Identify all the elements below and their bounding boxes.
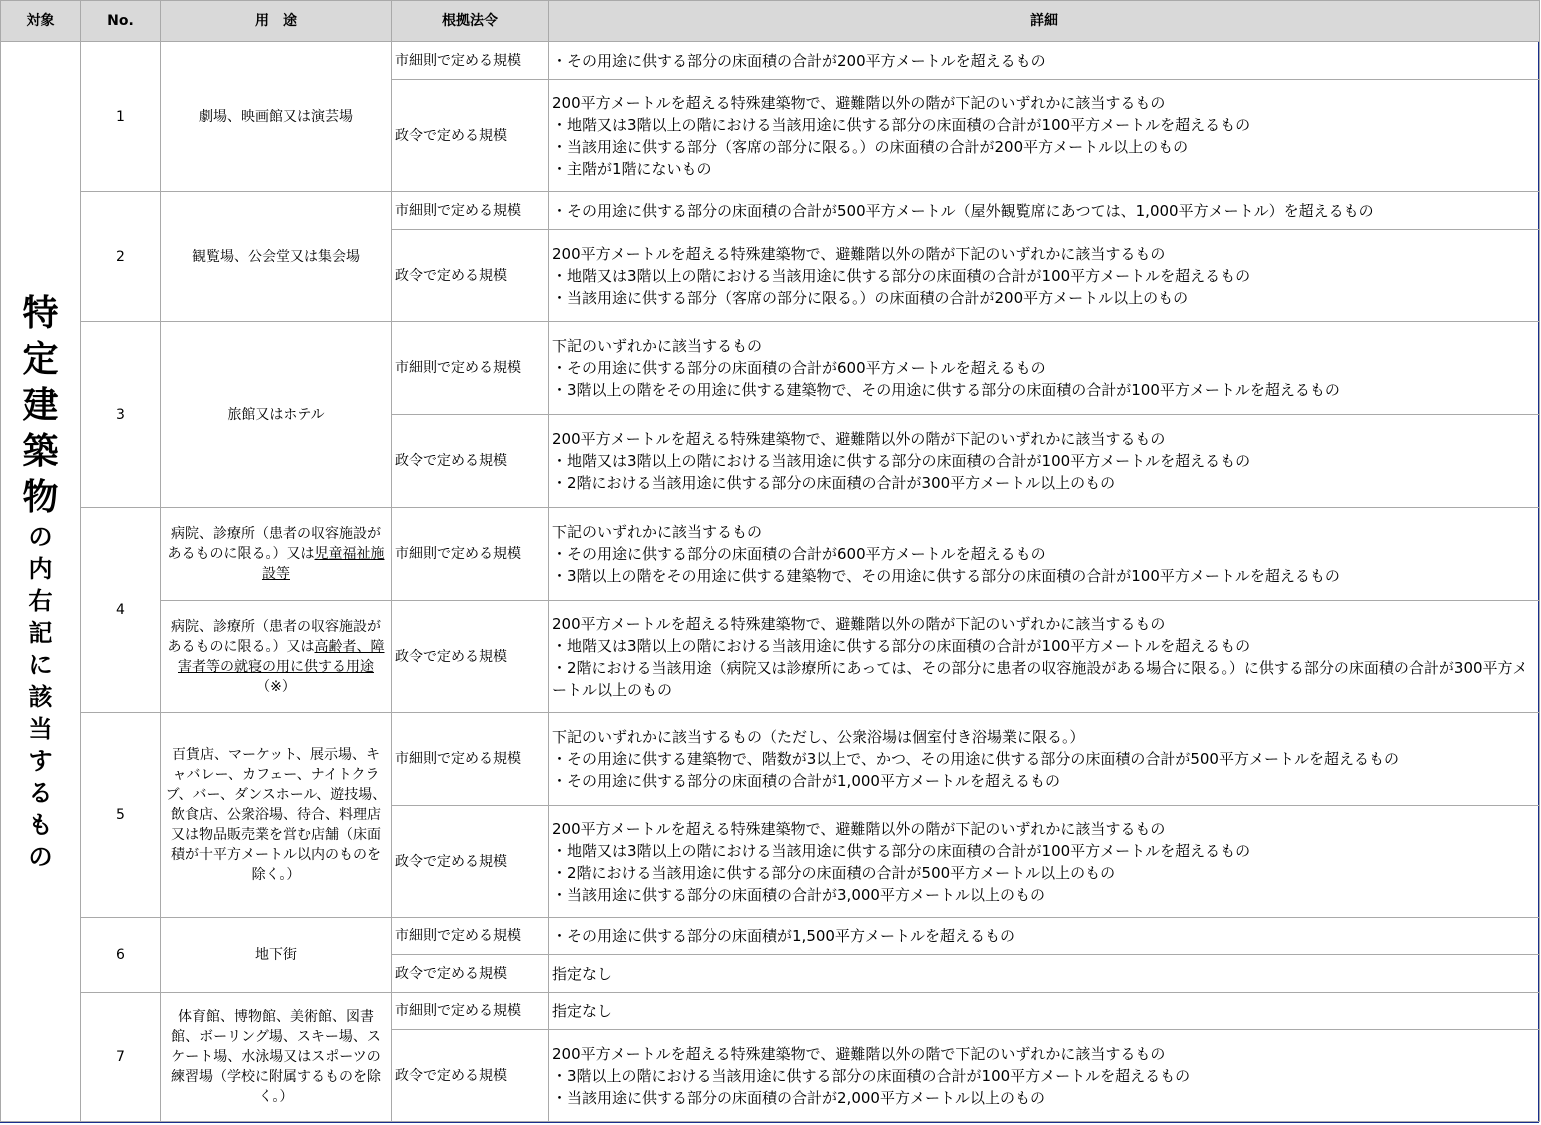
basis-city: 市細則で定める規模 [392,192,549,230]
target-label-sub [1,521,80,873]
target-char: 右 [28,586,53,615]
target-char: 内 [28,554,53,583]
detail-cell [549,415,1540,508]
target-char: る [28,778,53,807]
detail-line: ・主階が1階にないもの [552,159,712,178]
detail-line: 下記のいずれかに該当するもの [552,523,763,541]
use-cell: 百貨店、マーケット、展示場、キャバレー、カフェー、ナイトクラブ、バー、ダンスホール、遊技場、飲食店、公衆浴場、待合、料理店又は物品販売業を営む店舗（床面積が十平方メートル以内のものを除く。） [161,713,392,918]
detail-line: ・当該用途に供する部分（客席の部分に限る。）の床面積の合計が200平方メートル以上のもの [552,137,1189,156]
detail-line: 下記のいずれかに該当するもの [552,337,763,355]
detail-cell [549,230,1540,322]
target-char: に [28,650,53,679]
detail-line: ・その用途に供する部分の床面積の合計が500平方メートル（屋外観覧席にあつては、1,000平方メートル）を超えるもの [552,201,1374,220]
detail-line: ・地階又は3階以上の階における当該用途に供する部分の床面積の合計が100平方メートルを超えるもの [552,266,1251,285]
target-char: 物 [22,476,59,518]
detail-line: ・地階又は3階以上の階における当該用途に供する部分の床面積の合計が100平方メートルを超えるもの [552,452,1251,470]
basis-gov: 政令で定める規模 [392,230,549,322]
table-row [1,42,1540,80]
table-row [1,601,1540,713]
target-char: も [28,810,53,839]
header-basis: 根拠法令 [392,1,549,42]
basis-gov: 政令で定める規模 [392,1030,549,1122]
detail-line: 指定なし [552,964,613,983]
detail-line: ・当該用途に供する部分（客席の部分に限る。）の床面積の合計が200平方メートル以上のもの [552,288,1189,307]
detail-line: ・2階における当該用途に供する部分の床面積の合計が500平方メートル以上のもの [552,863,1116,882]
detail-line: ・地階又は3階以上の階における当該用途に供する部分の床面積の合計が100平方メートルを超えるもの [552,636,1251,655]
basis-city: 市細則で定める規模 [392,918,549,955]
target-char: の [28,522,53,551]
header-target: 対象 [1,1,81,42]
basis-city: 市細則で定める規模 [392,993,549,1030]
detail-line: 200平方メートルを超える特殊建築物で、避難階以外の階が下記のいずれかに該当するもの [552,244,1166,263]
row-number: 3 [81,322,161,508]
detail-line: ・地階又は3階以上の階における当該用途に供する部分の床面積の合計が100平方メートルを超えるもの [552,115,1251,134]
detail-cell [549,713,1540,806]
use-cell [161,601,392,713]
detail-line: 200平方メートルを超える特殊建築物で、避難階以外の階が下記のいずれかに該当するもの [552,819,1166,838]
detail-cell [549,993,1540,1030]
use-cell [161,508,392,601]
use-cell: 旅館又はホテル [161,322,392,508]
basis-city: 市細則で定める規模 [392,508,549,601]
target-char: 定 [22,338,59,380]
row-number: 2 [81,192,161,322]
detail-cell [549,955,1540,993]
detail-line: ・2階における当該用途（病院又は診療所にあっては、その部分に患者の収容施設がある場合に限る。）に供する部分の床面積の合計が300平方メートル以上のもの [552,658,1528,699]
target-char: 特 [22,292,59,334]
detail-line: ・地階又は3階以上の階における当該用途に供する部分の床面積の合計が100平方メートルを超えるもの [552,841,1251,860]
target-char: 建 [22,384,59,426]
table-row [1,508,1540,601]
target-char: の [28,842,53,871]
header-no: No. [81,1,161,42]
use-cell: 劇場、映画館又は演芸場 [161,42,392,192]
basis-gov: 政令で定める規模 [392,80,549,192]
detail-line: ・当該用途に供する部分の床面積の合計が2,000平方メートル以上のもの [552,1088,1045,1107]
child-welfare-link[interactable]: 児童福祉施設等 [262,546,385,582]
detail-line: 200平方メートルを超える特殊建築物で、避難階以外の階で下記のいずれかに該当するもの [552,1044,1166,1063]
target-cell [1,42,81,1122]
detail-cell [549,918,1540,955]
detail-line: ・その用途に供する部分の床面積の合計が200平方メートルを超えるもの [552,51,1046,70]
detail-line: ・その用途に供する部分の床面積の合計が1,000平方メートルを超えるもの [552,772,1060,790]
target-char: 記 [28,618,53,647]
detail-cell [549,806,1540,918]
target-char: す [28,746,53,775]
row-number: 4 [81,508,161,713]
header-row [1,1,1540,42]
header-use: 用 途 [161,1,392,42]
basis-gov: 政令で定める規模 [392,601,549,713]
table-row [1,918,1540,955]
detail-line: ・当該用途に供する部分の床面積の合計が3,000平方メートル以上のもの [552,885,1045,904]
detail-line: 200平方メートルを超える特殊建築物で、避難階以外の階が下記のいずれかに該当するもの [552,93,1166,112]
target-char: 当 [28,714,53,743]
target-char: 該 [28,682,53,711]
detail-line: 指定なし [552,1002,613,1020]
detail-line: ・その用途に供する部分の床面積が1,500平方メートルを超えるもの [552,927,1015,945]
basis-gov: 政令で定める規模 [392,806,549,918]
target-label-main [1,291,80,521]
use-text: 病院、診療所（患者の収容施設があるものに限る。）又は [167,618,381,655]
detail-cell [549,601,1540,713]
detail-line: ・その用途に供する部分の床面積の合計が600平方メートルを超えるもの [552,545,1046,563]
row-number: 5 [81,713,161,918]
detail-line: ・3階以上の階をその用途に供する建築物で、その用途に供する部分の床面積の合計が100平方メートルを超えるもの [552,567,1340,585]
target-char: 築 [22,430,59,472]
detail-line: ・2階における当該用途に供する部分の床面積の合計が300平方メートル以上のもの [552,474,1116,492]
row-number: 6 [81,918,161,993]
use-cell: 観覧場、公会堂又は集会場 [161,192,392,322]
use-cell: 地下街 [161,918,392,993]
elderly-disabled-link[interactable]: 高齢者、障害者等の就寝の用に供する用途 [178,638,385,675]
detail-line: ・3階以上の階をその用途に供する建築物で、その用途に供する部分の床面積の合計が100平方メートルを超えるもの [552,381,1340,399]
table-row [1,713,1540,806]
detail-cell [549,80,1540,192]
detail-line: ・その用途に供する建築物で、階数が3以上で、かつ、その用途に供する部分の床面積の合計が500平方メートルを超えるもの [552,750,1399,768]
detail-cell [549,508,1540,601]
detail-cell [549,42,1540,80]
detail-line: 200平方メートルを超える特殊建築物で、避難階以外の階が下記のいずれかに該当するもの [552,430,1166,448]
header-detail: 詳細 [549,1,1540,42]
basis-gov: 政令で定める規模 [392,955,549,993]
detail-cell [549,192,1540,230]
detail-line: ・その用途に供する部分の床面積の合計が600平方メートルを超えるもの [552,359,1046,377]
basis-city: 市細則で定める規模 [392,42,549,80]
basis-city: 市細則で定める規模 [392,713,549,806]
detail-cell [549,322,1540,415]
detail-line: 200平方メートルを超える特殊建築物で、避難階以外の階が下記のいずれかに該当するもの [552,614,1166,633]
table-row [1,322,1540,415]
note-mark: （※） [256,678,296,695]
use-cell: 体育館、博物館、美術館、図書館、ボーリング場、スキー場、スケート場、水泳場又はスポーツの練習場（学校に附属するものを除く。） [161,993,392,1122]
use-text: 病院、診療所（患者の収容施設があるものに限る。）又は [167,526,381,562]
detail-line: ・3階以上の階における当該用途に供する部分の床面積の合計が100平方メートルを超えるもの [552,1066,1191,1085]
basis-city: 市細則で定める規模 [392,322,549,415]
detail-line: 下記のいずれかに該当するもの（ただし、公衆浴場は個室付き浴場業に限る。） [552,728,1085,746]
table-row [1,192,1540,230]
basis-gov: 政令で定める規模 [392,415,549,508]
row-number: 7 [81,993,161,1122]
detail-cell [549,1030,1540,1122]
row-number: 1 [81,42,161,192]
table-row [1,993,1540,1030]
